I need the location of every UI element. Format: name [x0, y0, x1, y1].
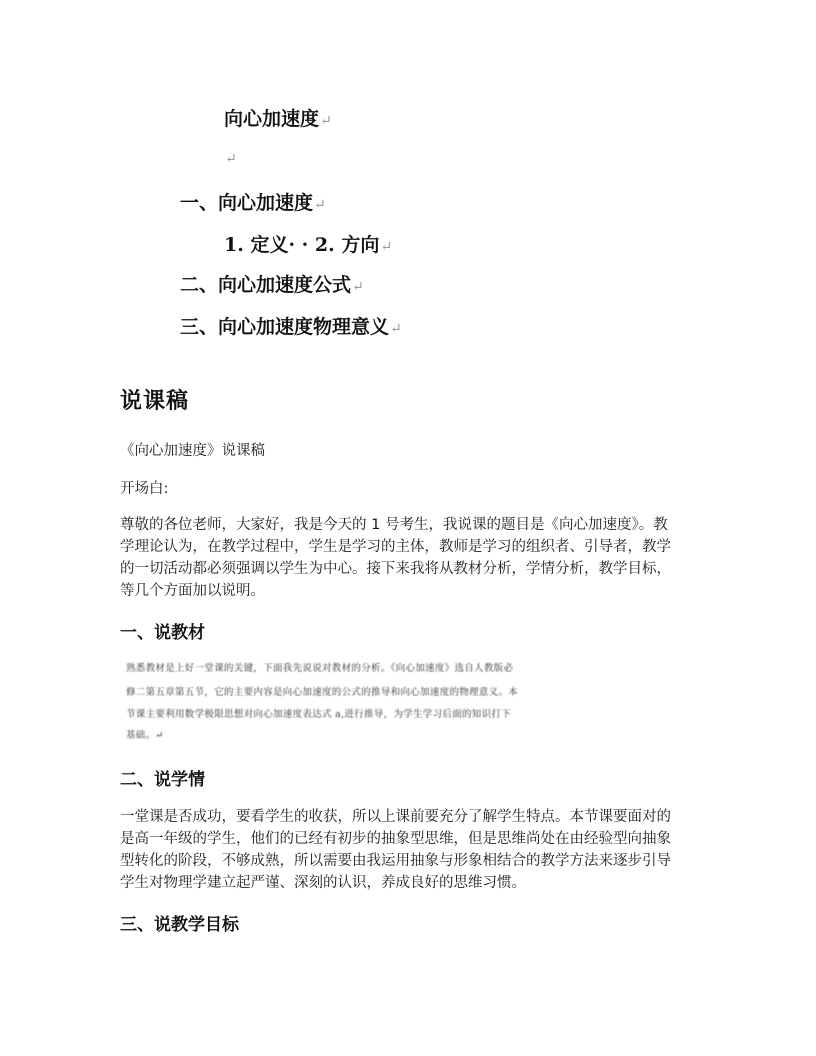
image-text-line: 修二第五章第五节，它的主要内容是向心加速度的公式的推导和向心加速度的物理意义。本 [126, 687, 519, 698]
outline-item-1 [180, 188, 326, 215]
outline-item-3 [180, 312, 402, 339]
outline-subitems-text: 1. 定义· · 2. 方向 [224, 234, 380, 256]
outline-item-2 [180, 270, 364, 297]
return-mark-icon: ↵ [225, 151, 237, 167]
return-mark-icon: ↵ [380, 239, 393, 255]
doc-subtitle: 《向心加速度》说课稿 [120, 443, 265, 459]
image-text-line: 节课主要利用数学极限思想对向心加速度表达式 a,进行推导，为学生学习后面的知识打下 [126, 709, 512, 720]
textbook-analysis-image [120, 650, 519, 746]
image-text-line: 基础。↵ [126, 730, 164, 741]
outline-title [224, 104, 332, 131]
return-mark-icon: ↵ [320, 113, 332, 129]
section-2-title: 二、说学情 [120, 770, 205, 790]
opening-label: 开场白: [120, 481, 169, 497]
outline-item-2-text: 二、向心加速度公式 [180, 274, 352, 296]
outline-empty-line [224, 146, 237, 168]
return-mark-icon: ↵ [390, 321, 402, 337]
section-2-paragraph: 一堂课是否成功，要看学生的收获，所以上课前要充分了解学生特点。本节课要面对的是高一年级的学生，他们的已经有初步的抽象型思维，但是思维尚处在由经验型向抽象型转化的阶段，不够成熟，所以需要由我运用抽象与形象相结合的教学方法来逐步引导学生对物理学建立起严谨、深刻的认识，养成良好的思维习惯。 [120, 809, 671, 891]
section-1-title: 一、说教材 [120, 623, 205, 643]
return-mark-icon: ↵ [352, 279, 364, 295]
outline-title-text: 向心加速度 [224, 108, 320, 130]
image-text-line: 熟悉教材是上好一堂课的关键，下面我先说说对教材的分析。《向心加速度》选自人教版必 [126, 663, 514, 674]
outline-item-3-text: 三、向心加速度物理意义 [180, 316, 390, 338]
section-3-title: 三、说教学目标 [120, 915, 239, 935]
outline-subitems [224, 230, 392, 257]
return-mark-icon: ↵ [314, 197, 326, 213]
doc-heading: 说课稿 [120, 389, 190, 414]
outline-item-1-text: 一、向心加速度 [180, 192, 314, 214]
opening-paragraph: 尊敬的各位老师，大家好，我是今天的 1 号考生，我说课的题目是《向心加速度》。教学理论认为，在教学过程中，学生是学习的主体，教师是学习的组织者、引导者，教学的一切活动都必须强调以学生为中心。接下来我将从教材分析，学情分析，教学目标，等几个方面加以说明。 [120, 517, 671, 599]
